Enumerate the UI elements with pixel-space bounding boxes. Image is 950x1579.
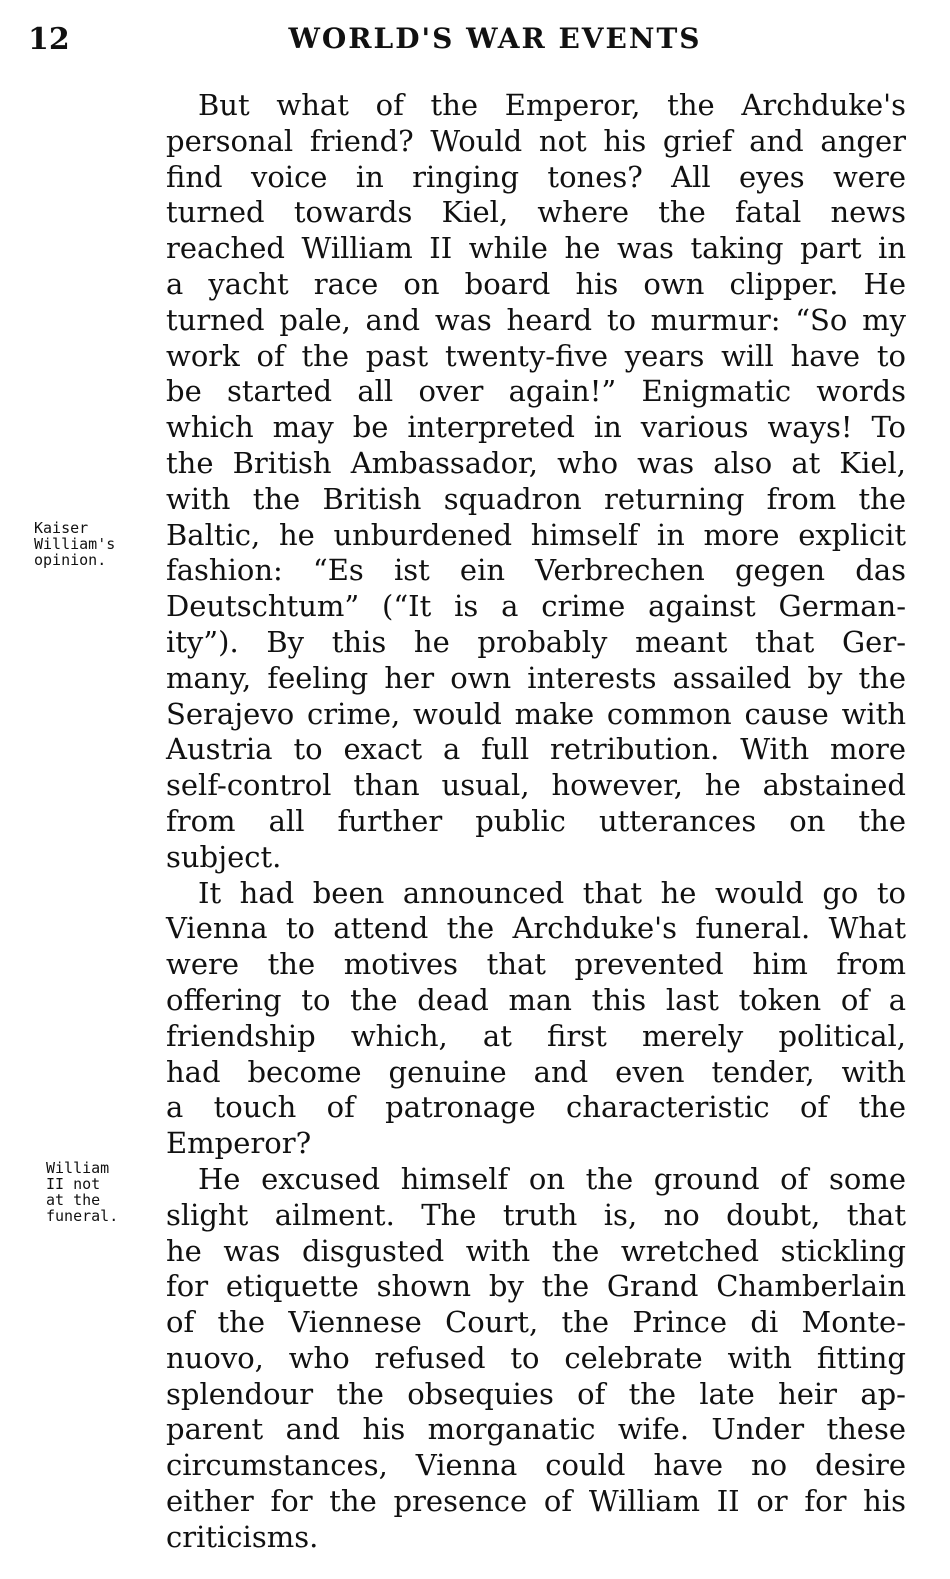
text-line: subject. [166, 839, 282, 874]
text-line: from all further public utterances on the [166, 803, 906, 838]
text-line: find voice in ringing tones? All eyes were [166, 159, 906, 194]
text-line: self-control than usual, however, he abstained [166, 768, 906, 803]
paragraph [166, 1162, 906, 1556]
text-line: a yacht race on board his own clipper. He [166, 266, 906, 301]
margin-note-kaiser-opinion [34, 520, 164, 568]
text-line: parent and his morganatic wife. Under these [166, 1412, 906, 1447]
text-line: Baltic, he unburdened himself in more explicit [166, 517, 906, 552]
text-line: turned towards Kiel, where the fatal news [166, 195, 906, 230]
paragraph [166, 876, 906, 1162]
running-title: WORLD'S WAR EVENTS [288, 22, 702, 55]
margin-note-line: II not [46, 1175, 101, 1193]
text-line: But what of the Emperor, the Archduke's [198, 88, 906, 122]
margin-note-line: at the [46, 1191, 101, 1209]
text-line: friendship which, at first merely political, [166, 1018, 906, 1053]
text-line: be started all over again!” Enigmatic words [166, 374, 906, 409]
text-line: for etiquette shown by the Grand Chamberlain [166, 1269, 906, 1304]
text-line: Austria to exact a full retribution. With more [166, 732, 906, 767]
text-line: turned pale, and was heard to murmur: “So my [166, 302, 906, 337]
text-line: the British Ambassador, who was also at Kiel, [166, 445, 906, 480]
text-line: circumstances, Vienna could have no desire [166, 1448, 906, 1483]
text-line: slight ailment. The truth is, no doubt, that [166, 1197, 906, 1232]
text-line: criticisms. [166, 1519, 319, 1554]
text-line: were the motives that prevented him from [166, 947, 906, 982]
margin-note-not-at-funeral [46, 1160, 176, 1224]
text-line: Emperor? [166, 1126, 312, 1161]
text-line: work of the past twenty-five years will have to [166, 338, 906, 373]
text-line: nuovo, who refused to celebrate with fitting [166, 1340, 906, 1375]
text-line: Deutschtum” (“It is a crime against German- [166, 589, 906, 624]
text-line: Vienna to attend the Archduke's funeral. What [166, 911, 906, 946]
text-line: many, feeling her own interests assailed by the [166, 660, 906, 695]
text-line: Serajevo crime, would make common cause with [166, 696, 906, 731]
text-line: ity”). By this he probably meant that Ger- [166, 624, 906, 659]
margin-note-line: opinion. [34, 551, 107, 569]
margin-note-line: William's [34, 535, 116, 553]
margin-note-line: William [46, 1159, 110, 1177]
text-line: reached William II while he was taking part in [166, 231, 906, 266]
text-line: had become genuine and even tender, with [166, 1054, 906, 1089]
text-line: he was disgusted with the wretched stickling [166, 1233, 906, 1268]
text-line: splendour the obsequies of the late heir ap- [166, 1376, 906, 1411]
text-line: which may be interpreted in various ways! To [166, 410, 906, 445]
text-line: He excused himself on the ground of some [198, 1161, 906, 1196]
margin-note-line: Kaiser [34, 519, 89, 537]
text-line: either for the presence of William II or for his [166, 1484, 906, 1519]
text-line: fashion: “Es ist ein Verbrechen gegen das [166, 553, 906, 588]
text-line: of the Viennese Court, the Prince di Monte- [166, 1305, 906, 1340]
paragraph [166, 88, 906, 876]
text-line: It had been announced that he would go to [198, 875, 906, 910]
text-line: with the British squadron returning from the [166, 481, 906, 516]
text-line: a touch of patronage characteristic of the [166, 1090, 906, 1125]
text-line: offering to the dead man this last token of a [166, 982, 906, 1017]
page-number: 12 [28, 22, 70, 57]
text-line: personal friend? Would not his grief and anger [166, 123, 906, 158]
margin-note-line: funeral. [46, 1207, 119, 1225]
body-text [166, 88, 906, 1556]
